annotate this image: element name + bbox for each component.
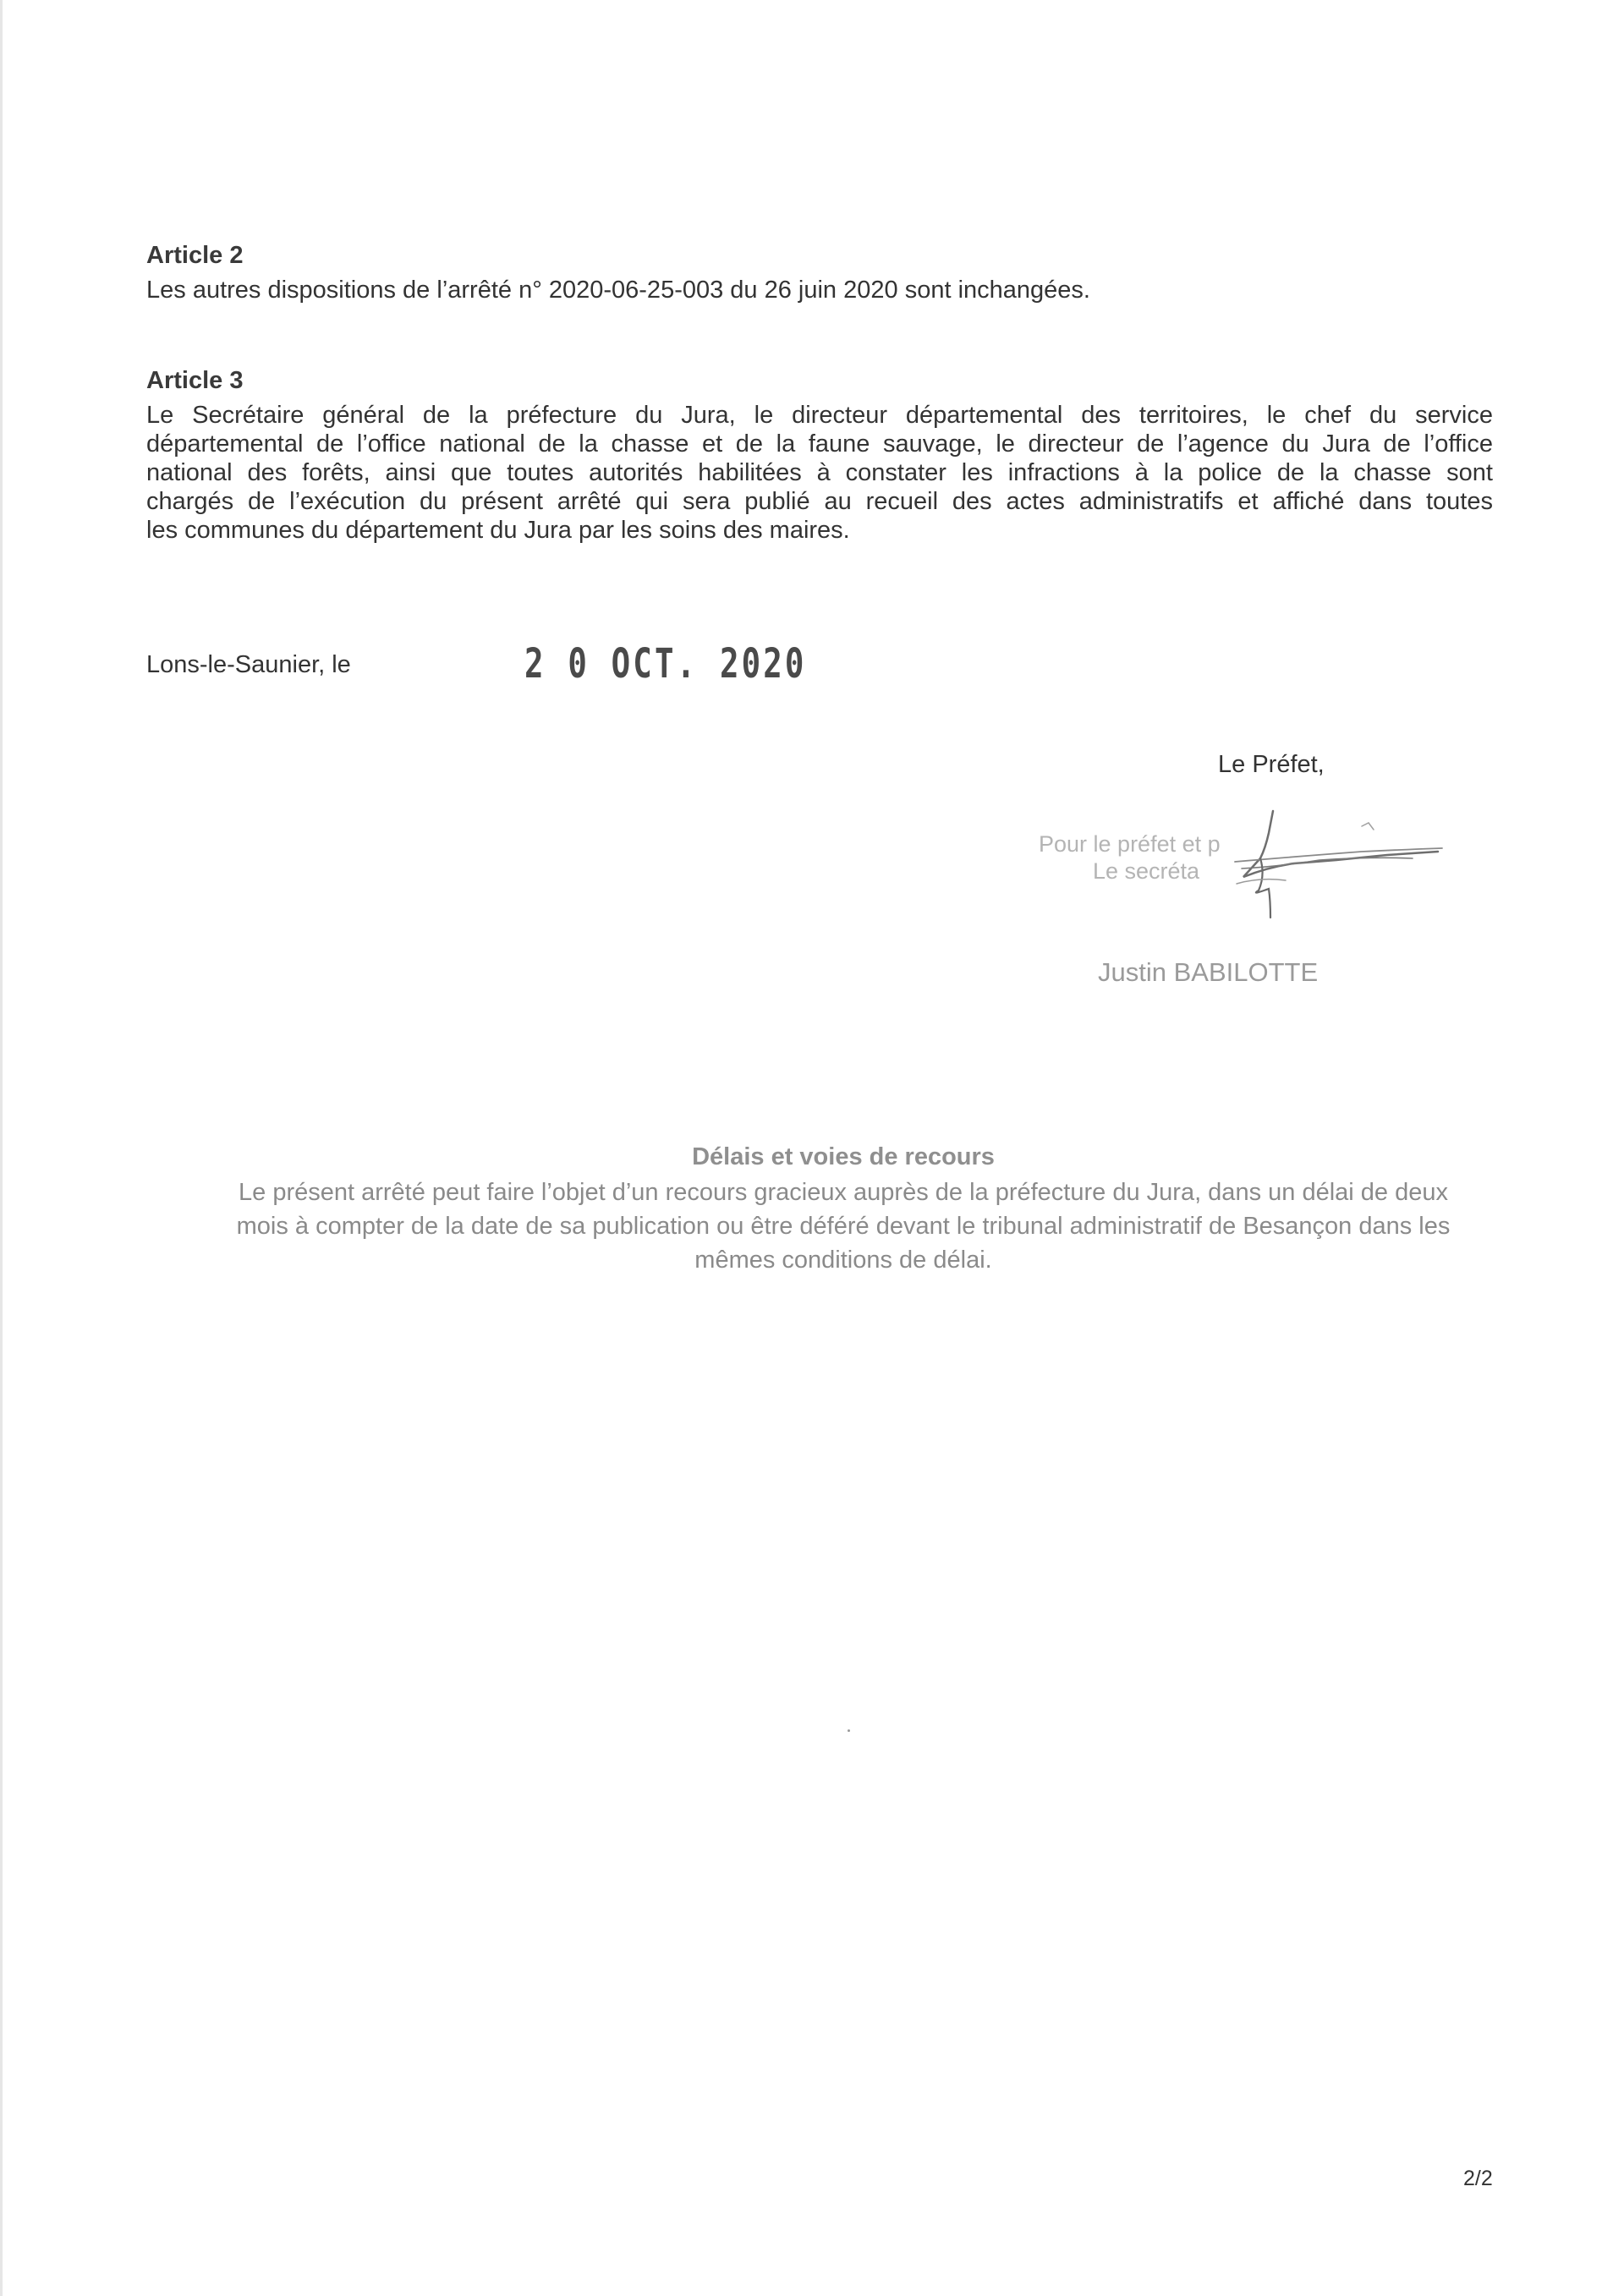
appeal-line: mêmes conditions de délai.	[694, 1247, 992, 1274]
article-2-text: Les autres dispositions de l’arrêté n° 2020-06-25-003 du 26 juin 2020 sont inchangées.	[146, 277, 1090, 304]
page-number: 2/2	[1463, 2167, 1493, 2190]
article-3-heading: Article 3	[146, 367, 244, 394]
scan-speck	[848, 1729, 850, 1732]
appeal-heading: Délais et voies de recours	[692, 1143, 995, 1170]
date-stamp: 2 0 OCT. 2020	[524, 640, 807, 688]
article-3-line: départemental de l’office national de la chasse et de la faune sauvage, le directeur de l’agence du Jura de l’office	[146, 430, 1493, 458]
appeal-line: mois à compter de la date de sa publication ou être déféré devant le tribunal administratif de Besançon dans les	[236, 1213, 1451, 1240]
place-date-label: Lons-le-Saunier, le	[146, 651, 351, 678]
article-3-text	[146, 401, 1493, 545]
article-3-line: les communes du département du Jura par les soins des maires.	[146, 517, 850, 544]
delegation-stamp-line-1: Pour le préfet et p	[1039, 831, 1221, 857]
article-3-line: national des forêts, ainsi que toutes autorités habilitées à constater les infractions à la police de la chasse sont	[146, 459, 1493, 486]
appeal-line: Le présent arrêté peut faire l’objet d’un recours gracieux auprès de la préfecture du Jura, dans un délai de deux	[239, 1179, 1448, 1206]
article-3-line: Le Secrétaire général de la préfecture du Jura, le directeur départemental des territoires, le chef du service	[146, 402, 1493, 429]
article-3-line: chargés de l’exécution du présent arrêté qui sera publié au recueil des actes administratifs et affiché dans toutes	[146, 488, 1493, 515]
article-2-heading: Article 2	[146, 242, 244, 269]
signer-name: Justin BABILOTTE	[1098, 957, 1319, 987]
delegation-stamp-line-2: Le secréta	[1093, 858, 1200, 884]
appeal-text	[0, 1175, 1624, 1277]
signatory-title: Le Préfet,	[1218, 751, 1325, 778]
